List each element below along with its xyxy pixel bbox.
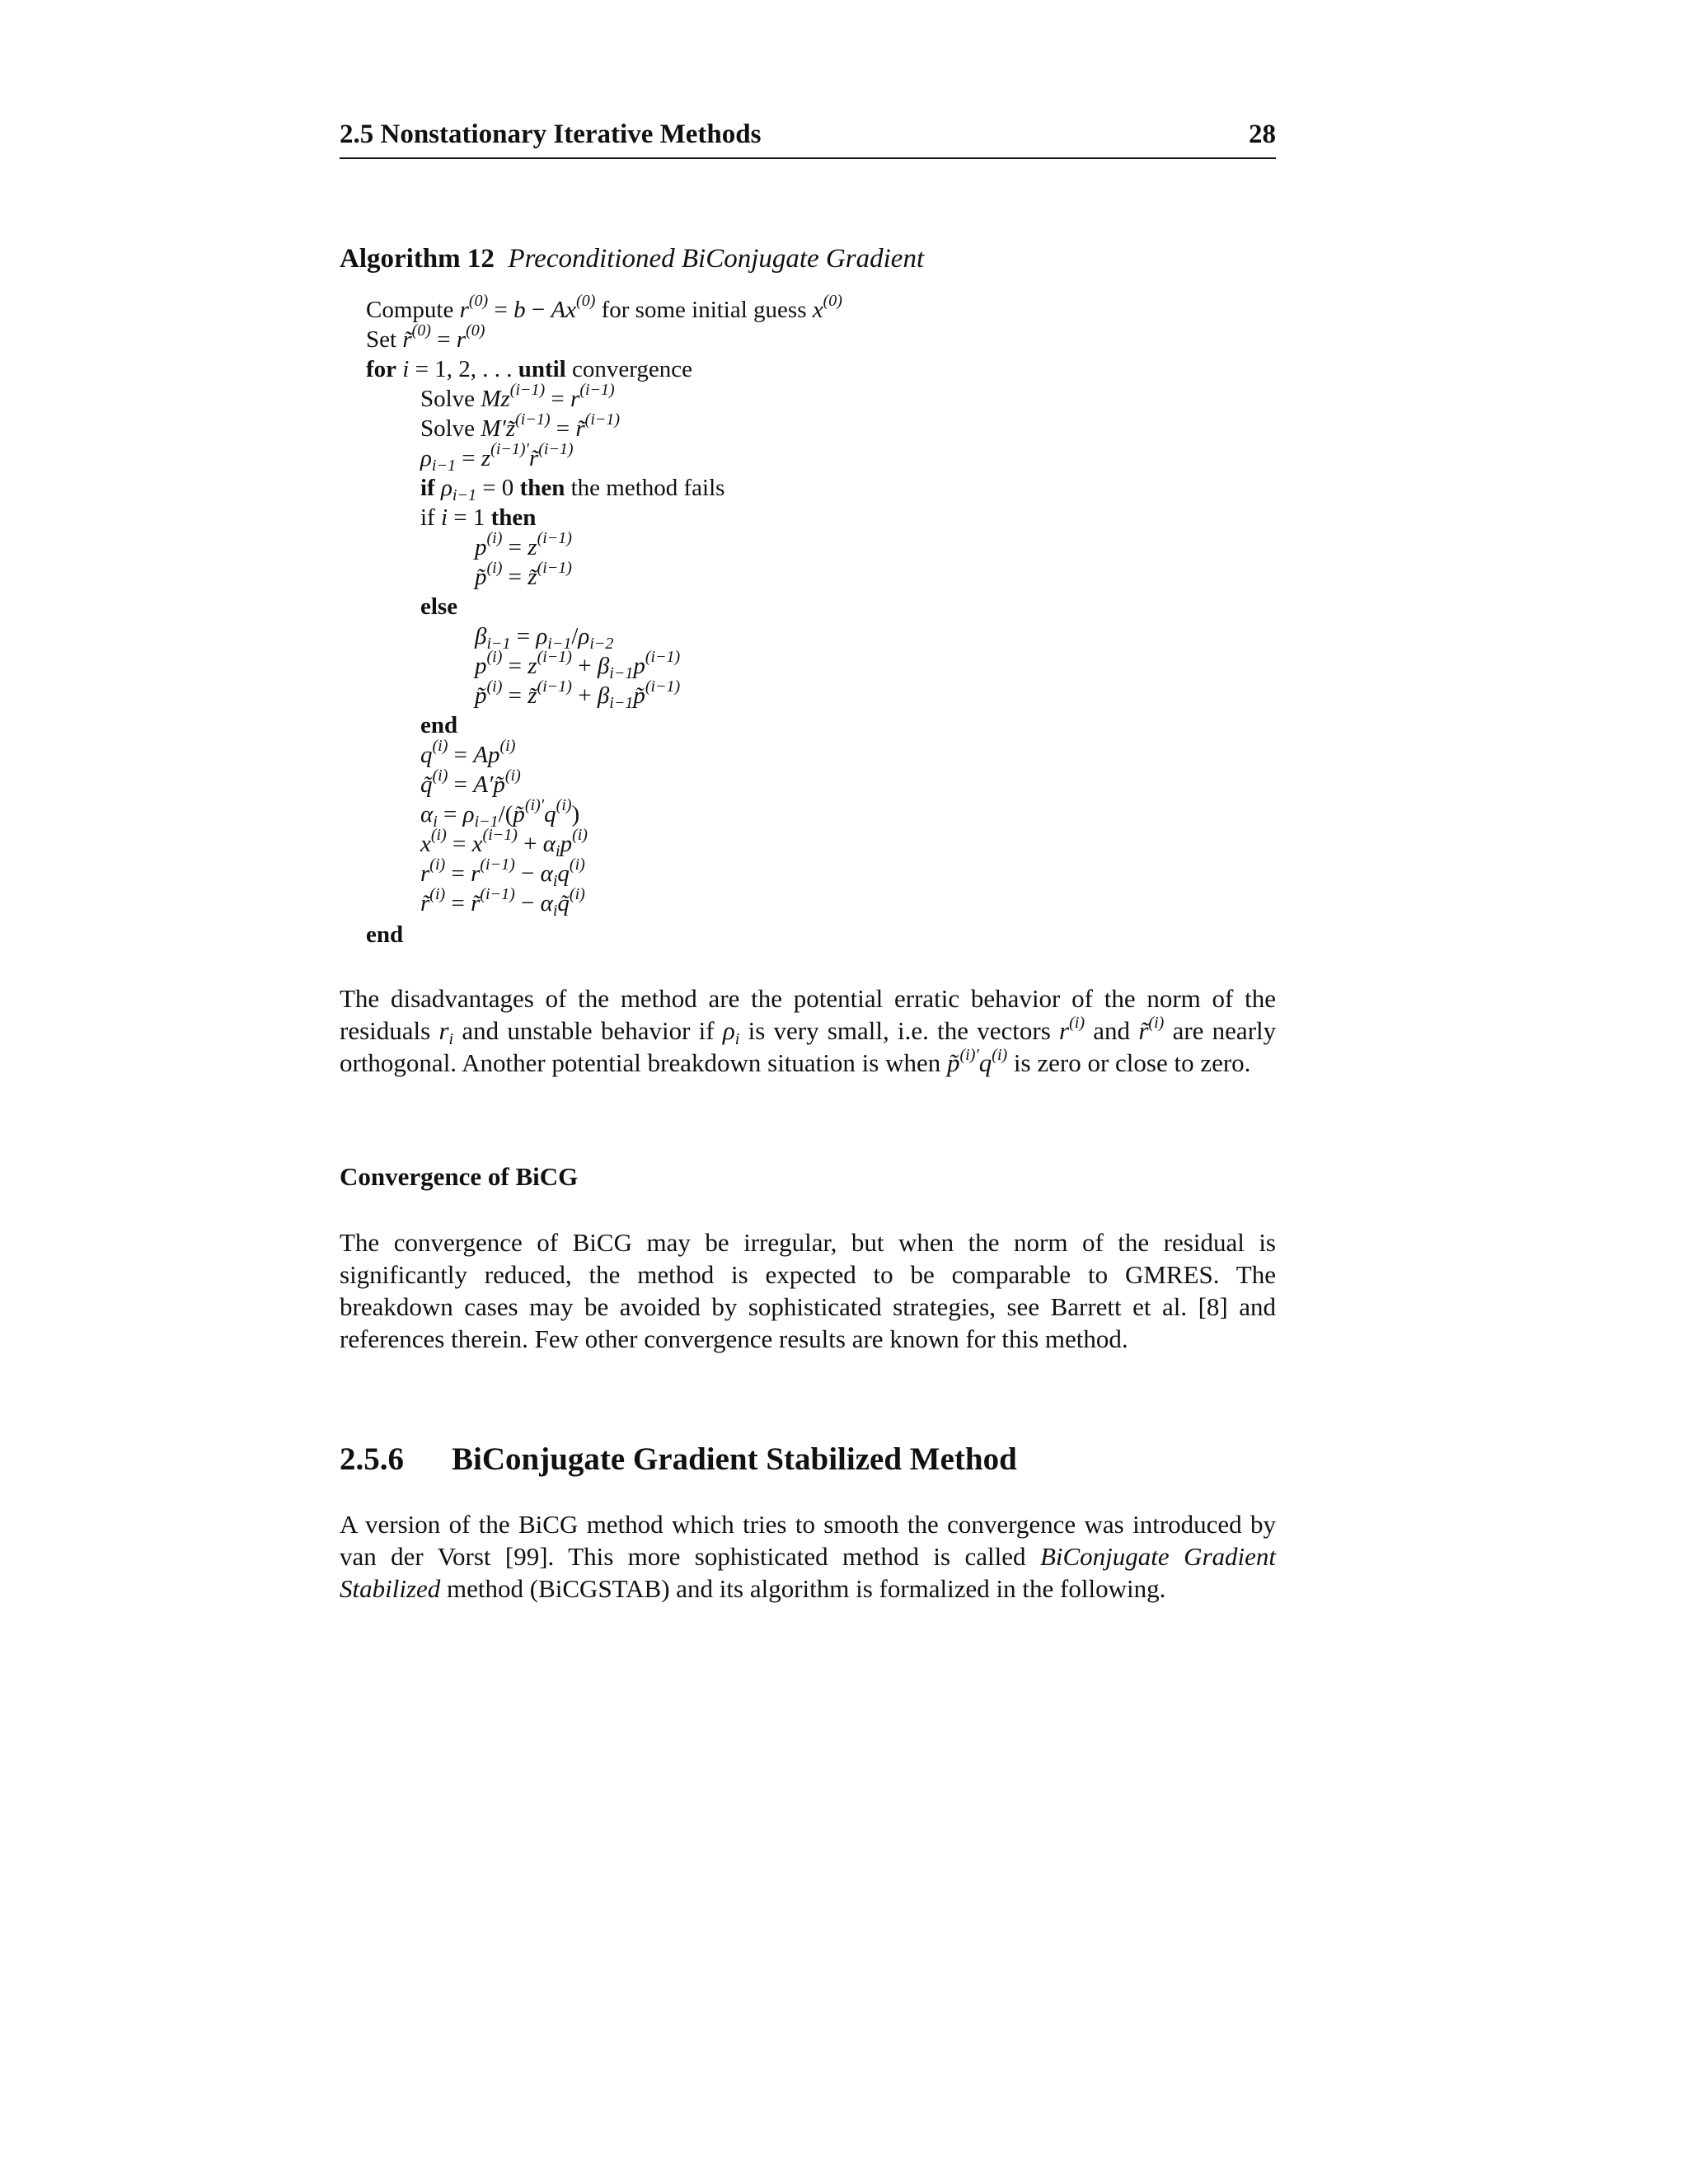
algorithm-line-13: $p^{(i)} = z^{(i-1)} + \beta_{i-1}p^{(i-1)}$	[475, 648, 681, 682]
algorithm-line-14: p̃$^{(i)}$ = z̃$^{(i-1)}$ + $\beta_{i-1}p̃^{(i-1)}$	[475, 677, 681, 712]
algorithm-title	[340, 244, 924, 274]
algorithm-name: Preconditioned BiConjugate Gradient	[508, 244, 925, 274]
paragraph-disadvantages: The disadvantages of the method are the potential erratic behavior of the norm of the residuals $r_i$ and unstable behavior if $\rho_i$ is very small, i.e. the vectors $r^{(i)}$ and r̃$^{(i)}$ are nearly orthogonal. Another potential breakdown situation is when $p̃^{(i)'}q^{(i)}$ is zero or close to zero.	[340, 984, 1277, 1077]
algorithm-line-3: for i = 1, 2, . . . until convergence	[366, 356, 692, 382]
paragraph-bicgstab: A version of the BiCG method which tries to smooth the convergence was introduced by van der Vorst [99]. This more sophisticated method is called BiConjugate Gradient Stabilized method (BiCGSTAB) and its algorithm is formalized in the following.	[340, 1510, 1277, 1603]
algorithm-line-18: $\alpha_i$ = $\rho_{i-1}/(p̃^{(i)'}q^{(i)})$	[420, 796, 580, 831]
running-header-title: 2.5 Nonstationary Iterative Methods	[340, 120, 762, 149]
algorithm-line-5: Solve M′z̃$^{(i-1)}$ = r̃$^{(i-1)}$	[420, 410, 621, 442]
algorithm-line-12: $\beta_{i-1} = \rho_{i-1}/\rho_{i-2}$	[475, 623, 614, 653]
algorithm-line-4: Solve $Mz^{(i-1)} = r^{(i-1)}$	[420, 381, 615, 412]
algorithm-line-6: $\rho_{i-1}$ = $z^{(i-1)'}r̃^{(i-1)}$	[420, 440, 574, 475]
running-header	[340, 120, 1276, 159]
algorithm-line-2: Set r̃$^{(0)}$ = $r^{(0)}$	[366, 321, 485, 353]
algorithm-line-17: q̃$^{(i)}$ = A′p̃$^{(i)}$	[420, 766, 521, 798]
algorithm-line-20: $r^{(i)} = r^{(i-1)} - \alpha_iq^{(i)}$	[420, 855, 585, 890]
paragraph-convergence: The convergence of BiCG may be irregular, but when the norm of the residual is significantly reduced, the method is expected to be comparable to GMRES. The breakdown cases may be avoided by sophisticated strategies, see Barrett et al. [8] and references therein. Few other convergence results are known for this method.	[340, 1228, 1276, 1353]
algorithm-line-22: end	[366, 921, 404, 948]
algorithm-line-1: Compute $r^{(0)} = b - Ax^{(0)}$ for some initial guess $x^{(0)}$	[366, 292, 842, 323]
algorithm-line-9: $p^{(i)} = z^{(i-1)}$	[475, 529, 572, 560]
page-number: 28	[1249, 120, 1276, 149]
algorithm-line-19: $x^{(i)} = x^{(i-1)} + \alpha_ip^{(i)}$	[420, 826, 588, 860]
algorithm-label: Algorithm 12	[340, 244, 495, 274]
algorithm-line-16: $q^{(i)} = Ap^{(i)}$	[420, 737, 516, 768]
algorithm-line-7: if $\rho_{i-1} = 0$ then the method fails	[420, 475, 725, 504]
algorithm-line-15: end	[420, 712, 458, 738]
section-number: 2.5.6	[340, 1441, 404, 1477]
section-heading	[340, 1441, 1017, 1478]
algorithm-line-10: p̃$^{(i)}$ = z̃$^{(i-1)}$	[475, 559, 572, 590]
algorithm-line-11: else	[420, 593, 458, 620]
algorithm-line-8: if i = 1 then	[420, 504, 537, 531]
subsection-heading: Convergence of BiCG	[340, 1162, 579, 1191]
section-title: BiConjugate Gradient Stabilized Method	[452, 1441, 1017, 1477]
algorithm-line-21: r̃$^{(i)}$ = r̃$^{(i-1)}$ − $\alpha_iq̃^{(i)}$	[420, 885, 585, 920]
